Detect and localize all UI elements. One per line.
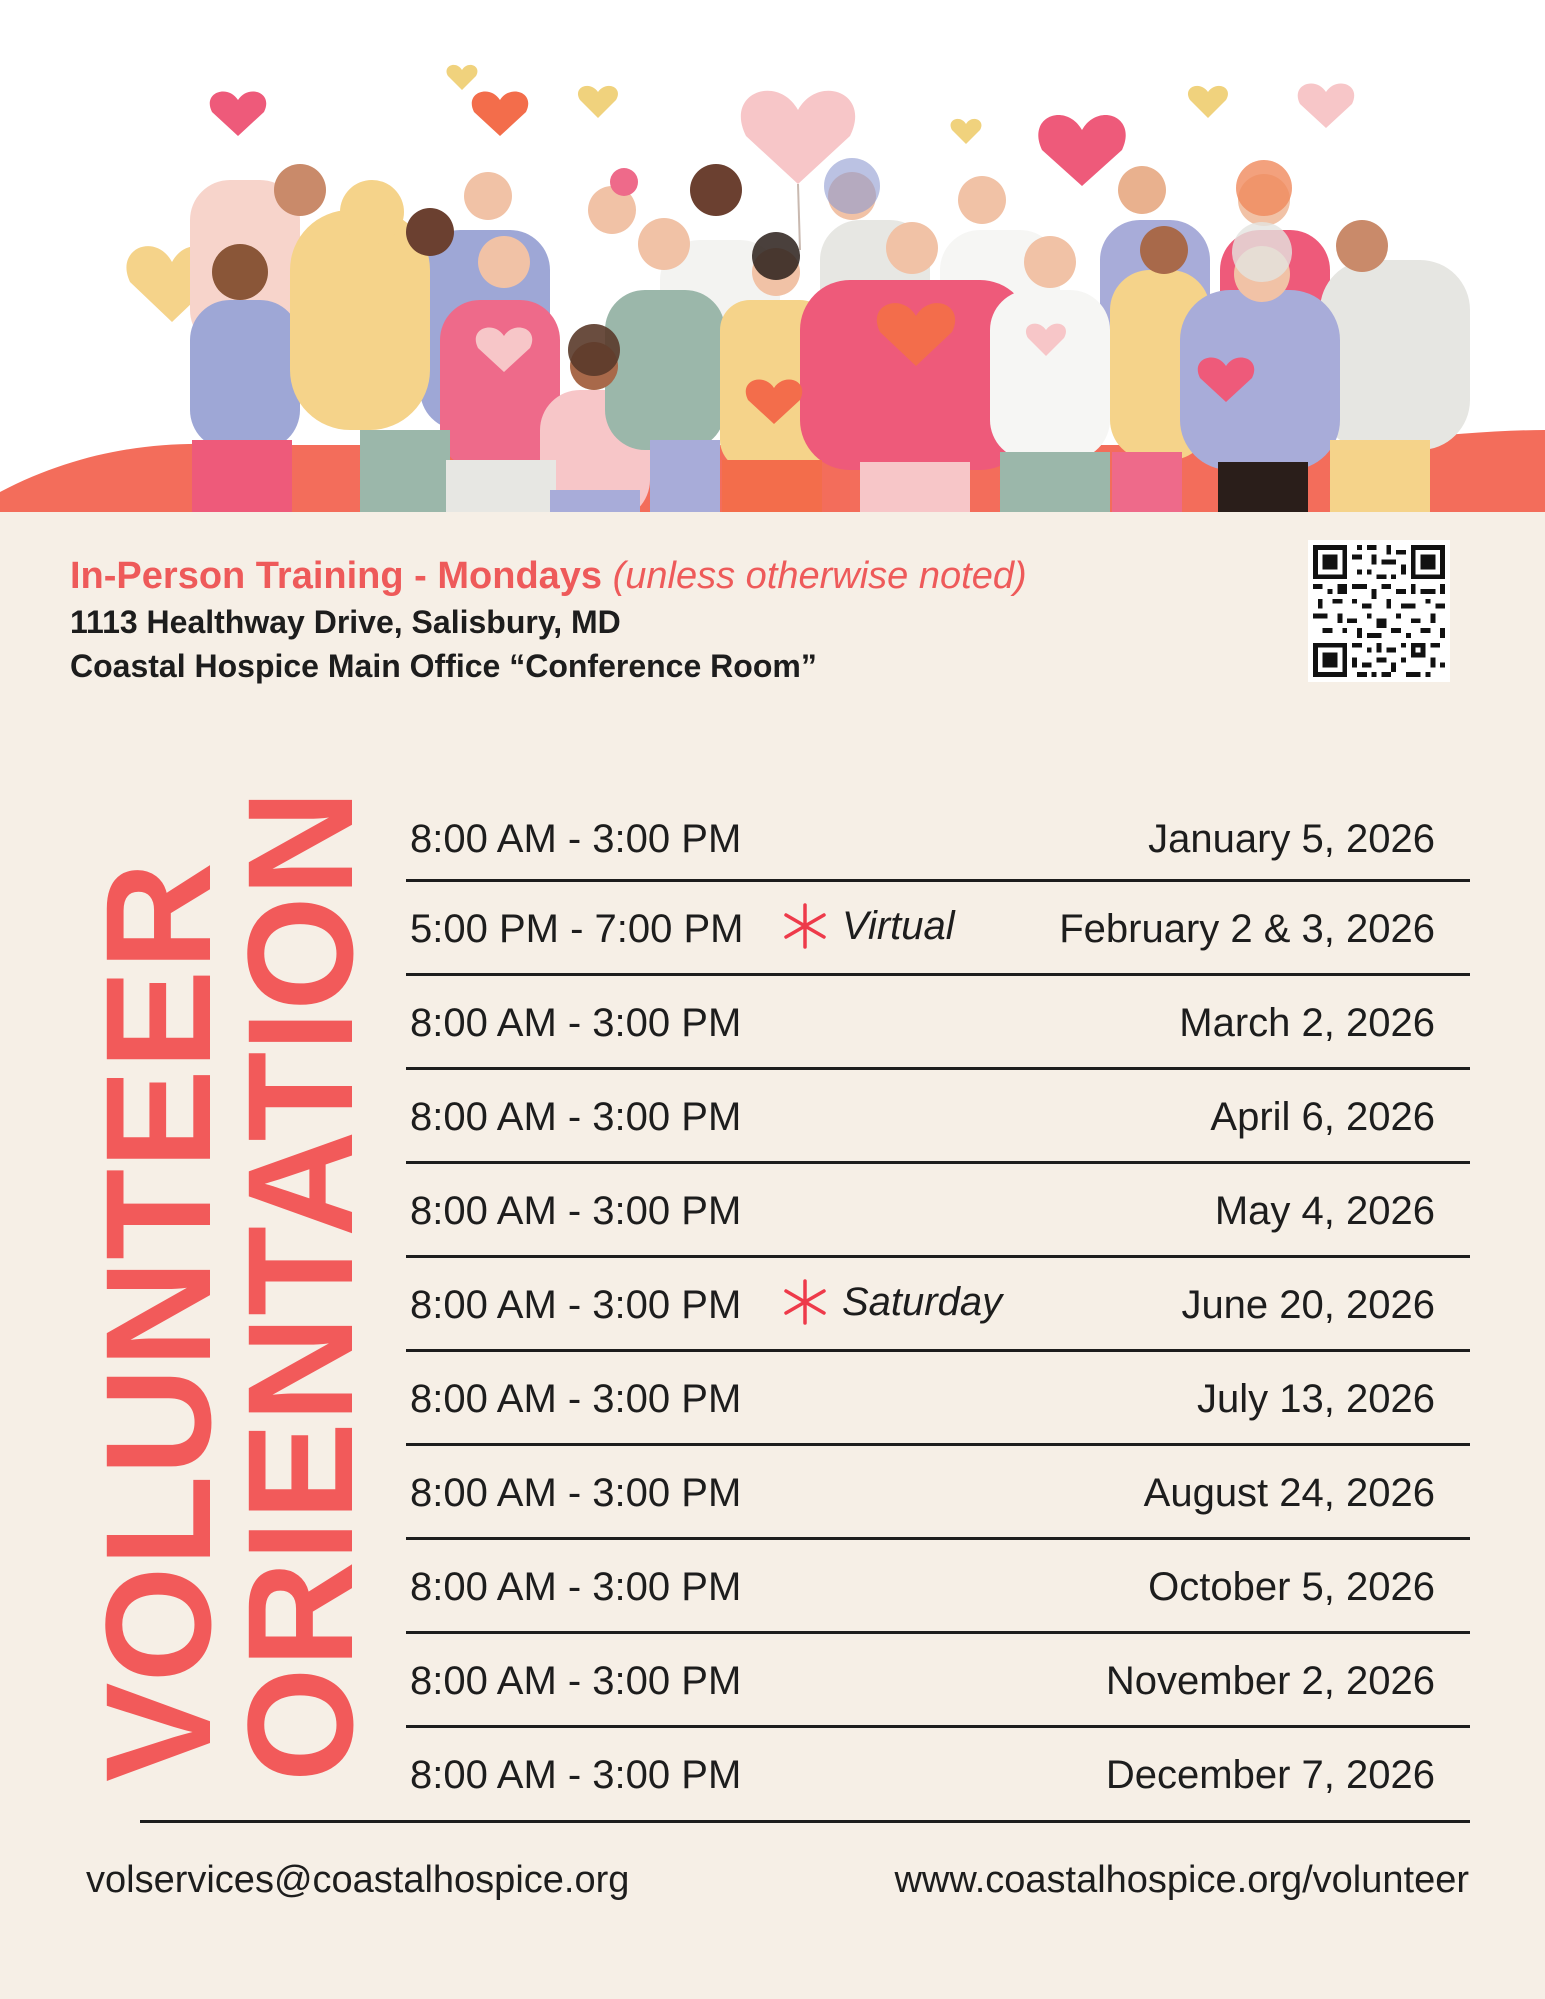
address-line-2: Coastal Hospice Main Office “Conference Room”: [70, 648, 817, 684]
schedule-row: [406, 1634, 1470, 1728]
vertical-title-graphic: [70, 790, 370, 1790]
session-date: May 4, 2026: [1214, 1189, 1435, 1233]
session-flag: [780, 898, 955, 954]
schedule-row: [406, 1540, 1470, 1634]
bottom-divider: [140, 1820, 1470, 1823]
session-time: 8:00 AM - 3:00 PM: [410, 817, 742, 861]
session-time: 8:00 AM - 3:00 PM: [410, 1471, 742, 1515]
asterisk-icon: [780, 901, 830, 951]
session-date: December 7, 2026: [1105, 1753, 1435, 1797]
qr-code-icon[interactable]: [1308, 540, 1450, 682]
session-date: July 13, 2026: [1197, 1377, 1435, 1421]
session-flag-label: Virtual: [842, 904, 955, 948]
schedule-row: [406, 798, 1470, 882]
vertical-title: [70, 790, 370, 1790]
schedule-row: [406, 1446, 1470, 1540]
session-time: 5:00 PM - 7:00 PM: [410, 907, 744, 951]
session-time: 8:00 AM - 3:00 PM: [410, 1189, 742, 1233]
address-line-1: 1113 Healthway Drive, Salisbury, MD: [70, 604, 621, 640]
session-flag: [780, 1274, 1002, 1330]
session-date: August 24, 2026: [1143, 1471, 1435, 1515]
session-date: April 6, 2026: [1210, 1095, 1435, 1139]
session-date: February 2 & 3, 2026: [1059, 907, 1435, 951]
training-title-main: In-Person Training - Mondays: [70, 555, 603, 597]
session-flag-label: Saturday: [842, 1280, 1003, 1324]
schedule-row: [406, 1352, 1470, 1446]
session-time: 8:00 AM - 3:00 PM: [410, 1565, 742, 1609]
schedule-row: [406, 976, 1470, 1070]
schedule-row: [406, 1728, 1470, 1812]
session-time: 8:00 AM - 3:00 PM: [410, 1659, 742, 1703]
asterisk-icon: [780, 1277, 830, 1327]
session-date: October 5, 2026: [1148, 1565, 1435, 1609]
training-title: [70, 552, 1270, 600]
session-time: 8:00 AM - 3:00 PM: [410, 1377, 742, 1421]
training-info: [70, 552, 1270, 688]
schedule-row: [406, 882, 1470, 976]
schedule-row: [406, 1258, 1470, 1352]
hero-illustration: [0, 0, 1545, 512]
footer-website[interactable]: www.coastalhospice.org/volunteer: [894, 1859, 1469, 1901]
schedule-list: [406, 798, 1470, 1812]
training-title-note: (unless otherwise noted): [612, 555, 1027, 597]
session-date: June 20, 2026: [1181, 1283, 1435, 1327]
session-time: 8:00 AM - 3:00 PM: [410, 1283, 742, 1327]
session-time: 8:00 AM - 3:00 PM: [410, 1001, 742, 1045]
session-date: November 2, 2026: [1105, 1659, 1435, 1703]
schedule-row: [406, 1070, 1470, 1164]
session-time: 8:00 AM - 3:00 PM: [410, 1753, 742, 1797]
vertical-title-line-2: ORIENTATION: [216, 790, 370, 1782]
schedule-row: [406, 1164, 1470, 1258]
vertical-title-line-1: VOLUNTEER: [74, 856, 242, 1782]
footer-email[interactable]: volservices@coastalhospice.org: [86, 1859, 630, 1901]
crowd-of-volunteers-illustration: [0, 0, 1545, 512]
session-date: March 2, 2026: [1179, 1001, 1435, 1045]
session-time: 8:00 AM - 3:00 PM: [410, 1095, 742, 1139]
qr-code-graphic: [1308, 540, 1450, 682]
session-date: January 5, 2026: [1148, 817, 1435, 861]
